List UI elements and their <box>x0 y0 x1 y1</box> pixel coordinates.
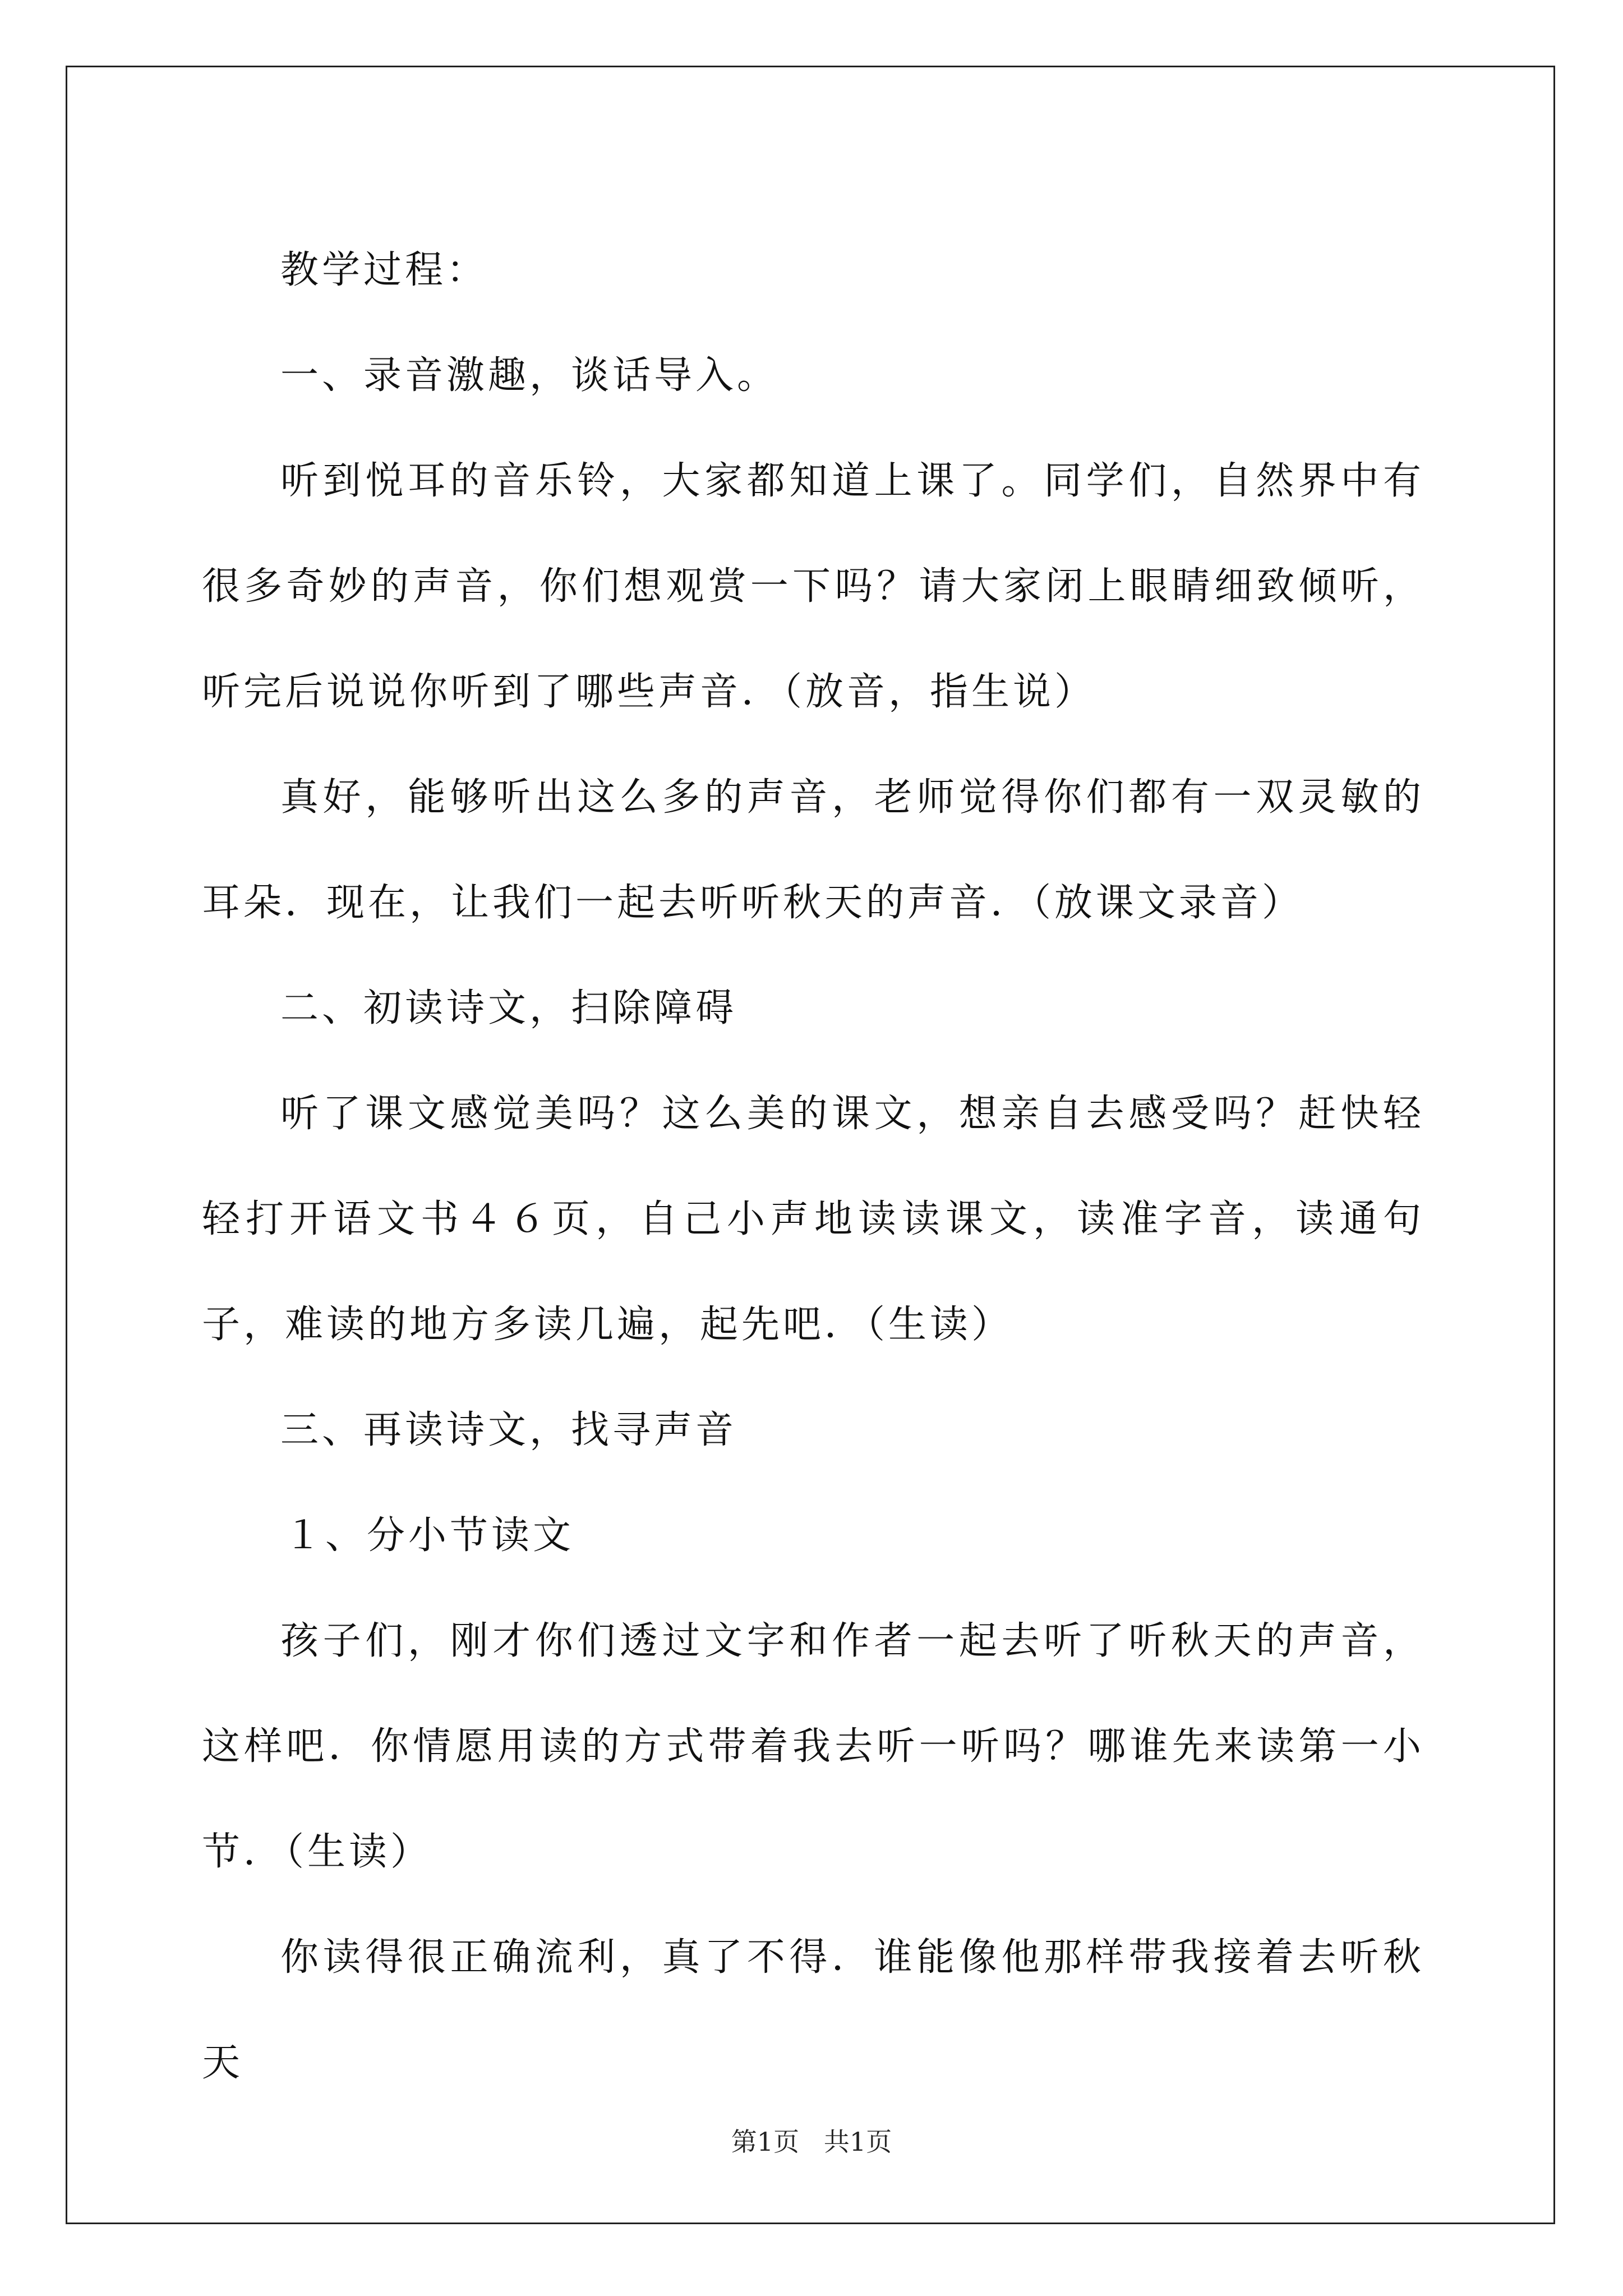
section-heading-3: 三、再读诗文，找寻声音 <box>280 1408 737 1452</box>
document-body <box>202 218 1424 2116</box>
list-item-1: １、分小节读文 <box>284 1513 575 1558</box>
section-heading-2: 二、初读诗文，扫除障碍 <box>280 986 737 1030</box>
paragraph-5: 你读得很正确流利，真了不得．谁能像他那样带我接着去听秋天 <box>202 1935 1424 2085</box>
paragraph-4: 孩子们，刚才你们透过文字和作者一起去听了听秋天的声音，这样吧．你情愿用读的方式带着我去听一听吗？哪谁先来读第一小节．（生读） <box>202 1619 1424 1874</box>
page-footer: 第1页 共1页 <box>731 2127 892 2157</box>
paragraph-3: 听了课文感觉美吗？这么美的课文，想亲自去感受吗？赶快轻轻打开语文书４６页，自己小声地读读课文，读准字音，读通句子，难读的地方多读几遍，起先吧．（生读） <box>202 1092 1424 1347</box>
section-heading-1: 一、录音激趣，谈话导入。 <box>280 353 779 398</box>
paragraph-2: 真好，能够听出这么多的声音，老师觉得你们都有一双灵敏的耳朵．现在，让我们一起去听听秋天的声音．（放课文录音） <box>202 775 1424 925</box>
heading-process: 教学过程： <box>280 248 488 292</box>
paragraph-1: 听到悦耳的音乐铃，大家都知道上课了。同学们，自然界中有很多奇妙的声音，你们想观赏一下吗？请大家闭上眼睛细致倾听，听完后说说你听到了哪些声音．（放音，指生说） <box>202 459 1424 714</box>
